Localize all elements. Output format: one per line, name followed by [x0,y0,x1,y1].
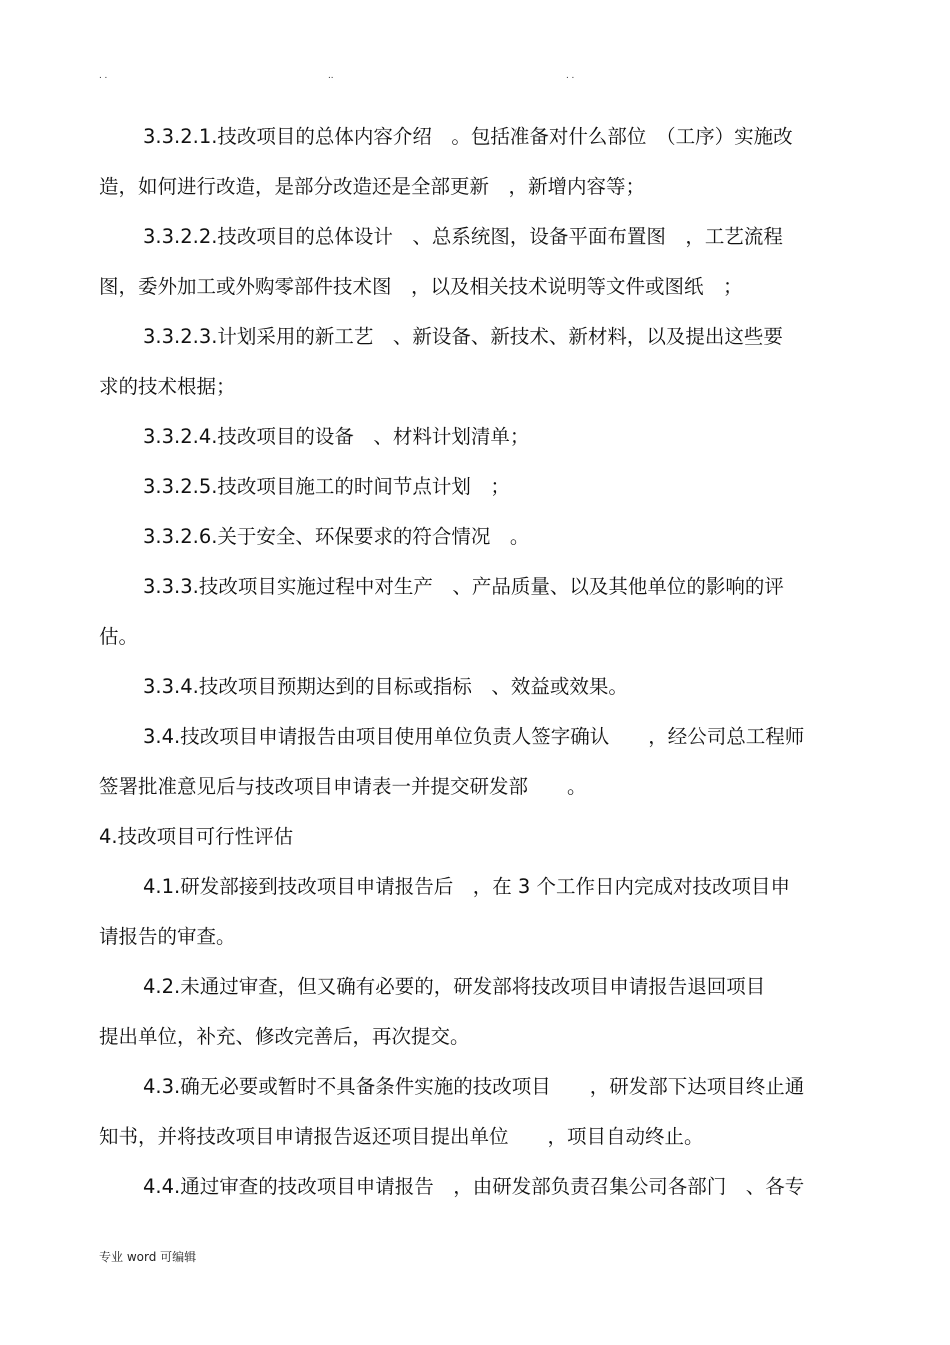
line-3-3-3-cont: 估。 [99,625,139,648]
line-3-3-2-1-cont: 造，如何进行改造，是部分改造还是全部更新 ，新增内容等； [99,175,646,198]
line-3-3-4: 3.3.4.技改项目预期达到的目标或指标 、效益或效果。 [143,675,628,698]
line-4-1-cont: 请报告的审查。 [99,925,236,948]
line-3-3-2-1: 3.3.2.1.技改项目的总体内容介绍 。包括准备对什么部位 （工序）实施改 [143,125,793,148]
line-3-3-2-2: 3.3.2.2.技改项目的总体设计 、总系统图，设备平面布置图 ，工艺流程 [143,225,783,248]
line-4-3: 4.3.确无必要或暂时不具备条件实施的技改项目 ，研发部下达项目终止通 [143,1075,805,1098]
line-3-3-2-4: 3.3.2.4.技改项目的设备 、材料计划清单； [143,425,530,448]
page-footer: 专业 word 可编辑 [99,1250,197,1264]
line-3-4-cont: 签署批准意见后与技改项目申请表一并提交研发部 。 [99,775,587,798]
header-mark-left: . . [99,70,108,81]
line-3-3-2-2-cont: 图，委外加工或外购零部件技术图 ，以及相关技术说明等文件或图纸 ； [99,275,743,298]
line-3-3-2-3: 3.3.2.3.计划采用的新工艺 、新设备、新技术、新材料，以及提出这些要 [143,325,783,348]
line-4-1: 4.1.研发部接到技改项目申请报告后 ，在 3 个工作日内完成对技改项目申 [143,875,791,898]
line-3-4: 3.4.技改项目申请报告由项目使用单位负责人签字确认 ，经公司总工程师 [143,725,805,748]
header-mark-right: . . [566,70,575,81]
document-body [99,112,851,1212]
line-4-4: 4.4.通过审查的技改项目申请报告 ，由研发部负责召集公司各部门 、各专 [143,1175,805,1198]
line-4-2: 4.2.未通过审查，但又确有必要的，研发部将技改项目申请报告退回项目 [143,975,766,998]
line-3-3-3: 3.3.3.技改项目实施过程中对生产 、产品质量、以及其他单位的影响的评 [143,575,784,598]
line-3-3-2-3-cont: 求的技术根据； [99,375,236,398]
line-3-3-2-6: 3.3.2.6.关于安全、环保要求的符合情况 。 [143,525,530,548]
header-mark-center: .. [328,70,334,81]
line-4-2-cont: 提出单位，补充、修改完善后，再次提交。 [99,1025,470,1048]
line-3-3-2-5: 3.3.2.5.技改项目施工的时间节点计划 ； [143,475,510,498]
section-heading-4: 4.技改项目可行性评估 [99,825,294,848]
header-marks [0,70,950,90]
line-4-3-cont: 知书，并将技改项目申请报告返还项目提出单位 ，项目自动终止。 [99,1125,704,1148]
